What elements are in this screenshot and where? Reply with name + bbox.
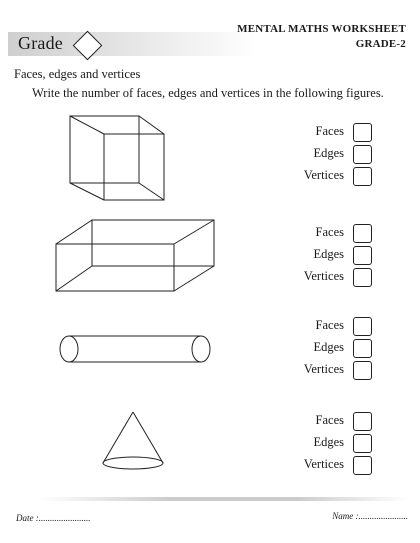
faces-answer-box[interactable] [353,412,372,431]
worksheet-title: MENTAL MATHS WORKSHEET [237,23,406,35]
cuboid-figure [52,216,220,296]
edges-answer-box[interactable] [353,434,372,453]
vertices-answer-box[interactable] [353,167,372,186]
faces-label: Faces [315,225,344,239]
faces-answer-box[interactable] [353,224,372,243]
edges-answer-box[interactable] [353,145,372,164]
edges-answer-box[interactable] [353,246,372,265]
vertices-label: Vertices [303,269,344,283]
faces-answer-box[interactable] [353,123,372,142]
faces-label: Faces [315,318,344,332]
worksheet-header [237,22,406,52]
faces-label: Faces [315,413,344,427]
grade-level: GRADE-2 [355,38,406,50]
footer-divider [40,497,408,501]
cube-figure [66,112,170,206]
vertices-answer-box[interactable] [353,268,372,287]
vertices-label: Vertices [303,168,344,182]
cone-figure [98,409,168,473]
vertices-label: Vertices [303,362,344,376]
edges-label: Edges [313,340,344,354]
section-heading: Faces, edges and vertices [14,67,141,81]
faces-label: Faces [315,124,344,138]
vertices-answer-box[interactable] [353,361,372,380]
instruction-text: Write the number of faces, edges and vertices in the following figures. [32,86,384,100]
edges-label: Edges [313,146,344,160]
edges-label: Edges [313,435,344,449]
cylinder-figure [56,333,216,365]
name-field[interactable]: Name :...................... [332,511,408,521]
date-field[interactable]: Date :....................... [16,513,91,523]
vertices-label: Vertices [303,457,344,471]
edges-label: Edges [313,247,344,261]
grade-badge: Grade [18,33,63,53]
edges-answer-box[interactable] [353,339,372,358]
faces-answer-box[interactable] [353,317,372,336]
vertices-answer-box[interactable] [353,456,372,475]
